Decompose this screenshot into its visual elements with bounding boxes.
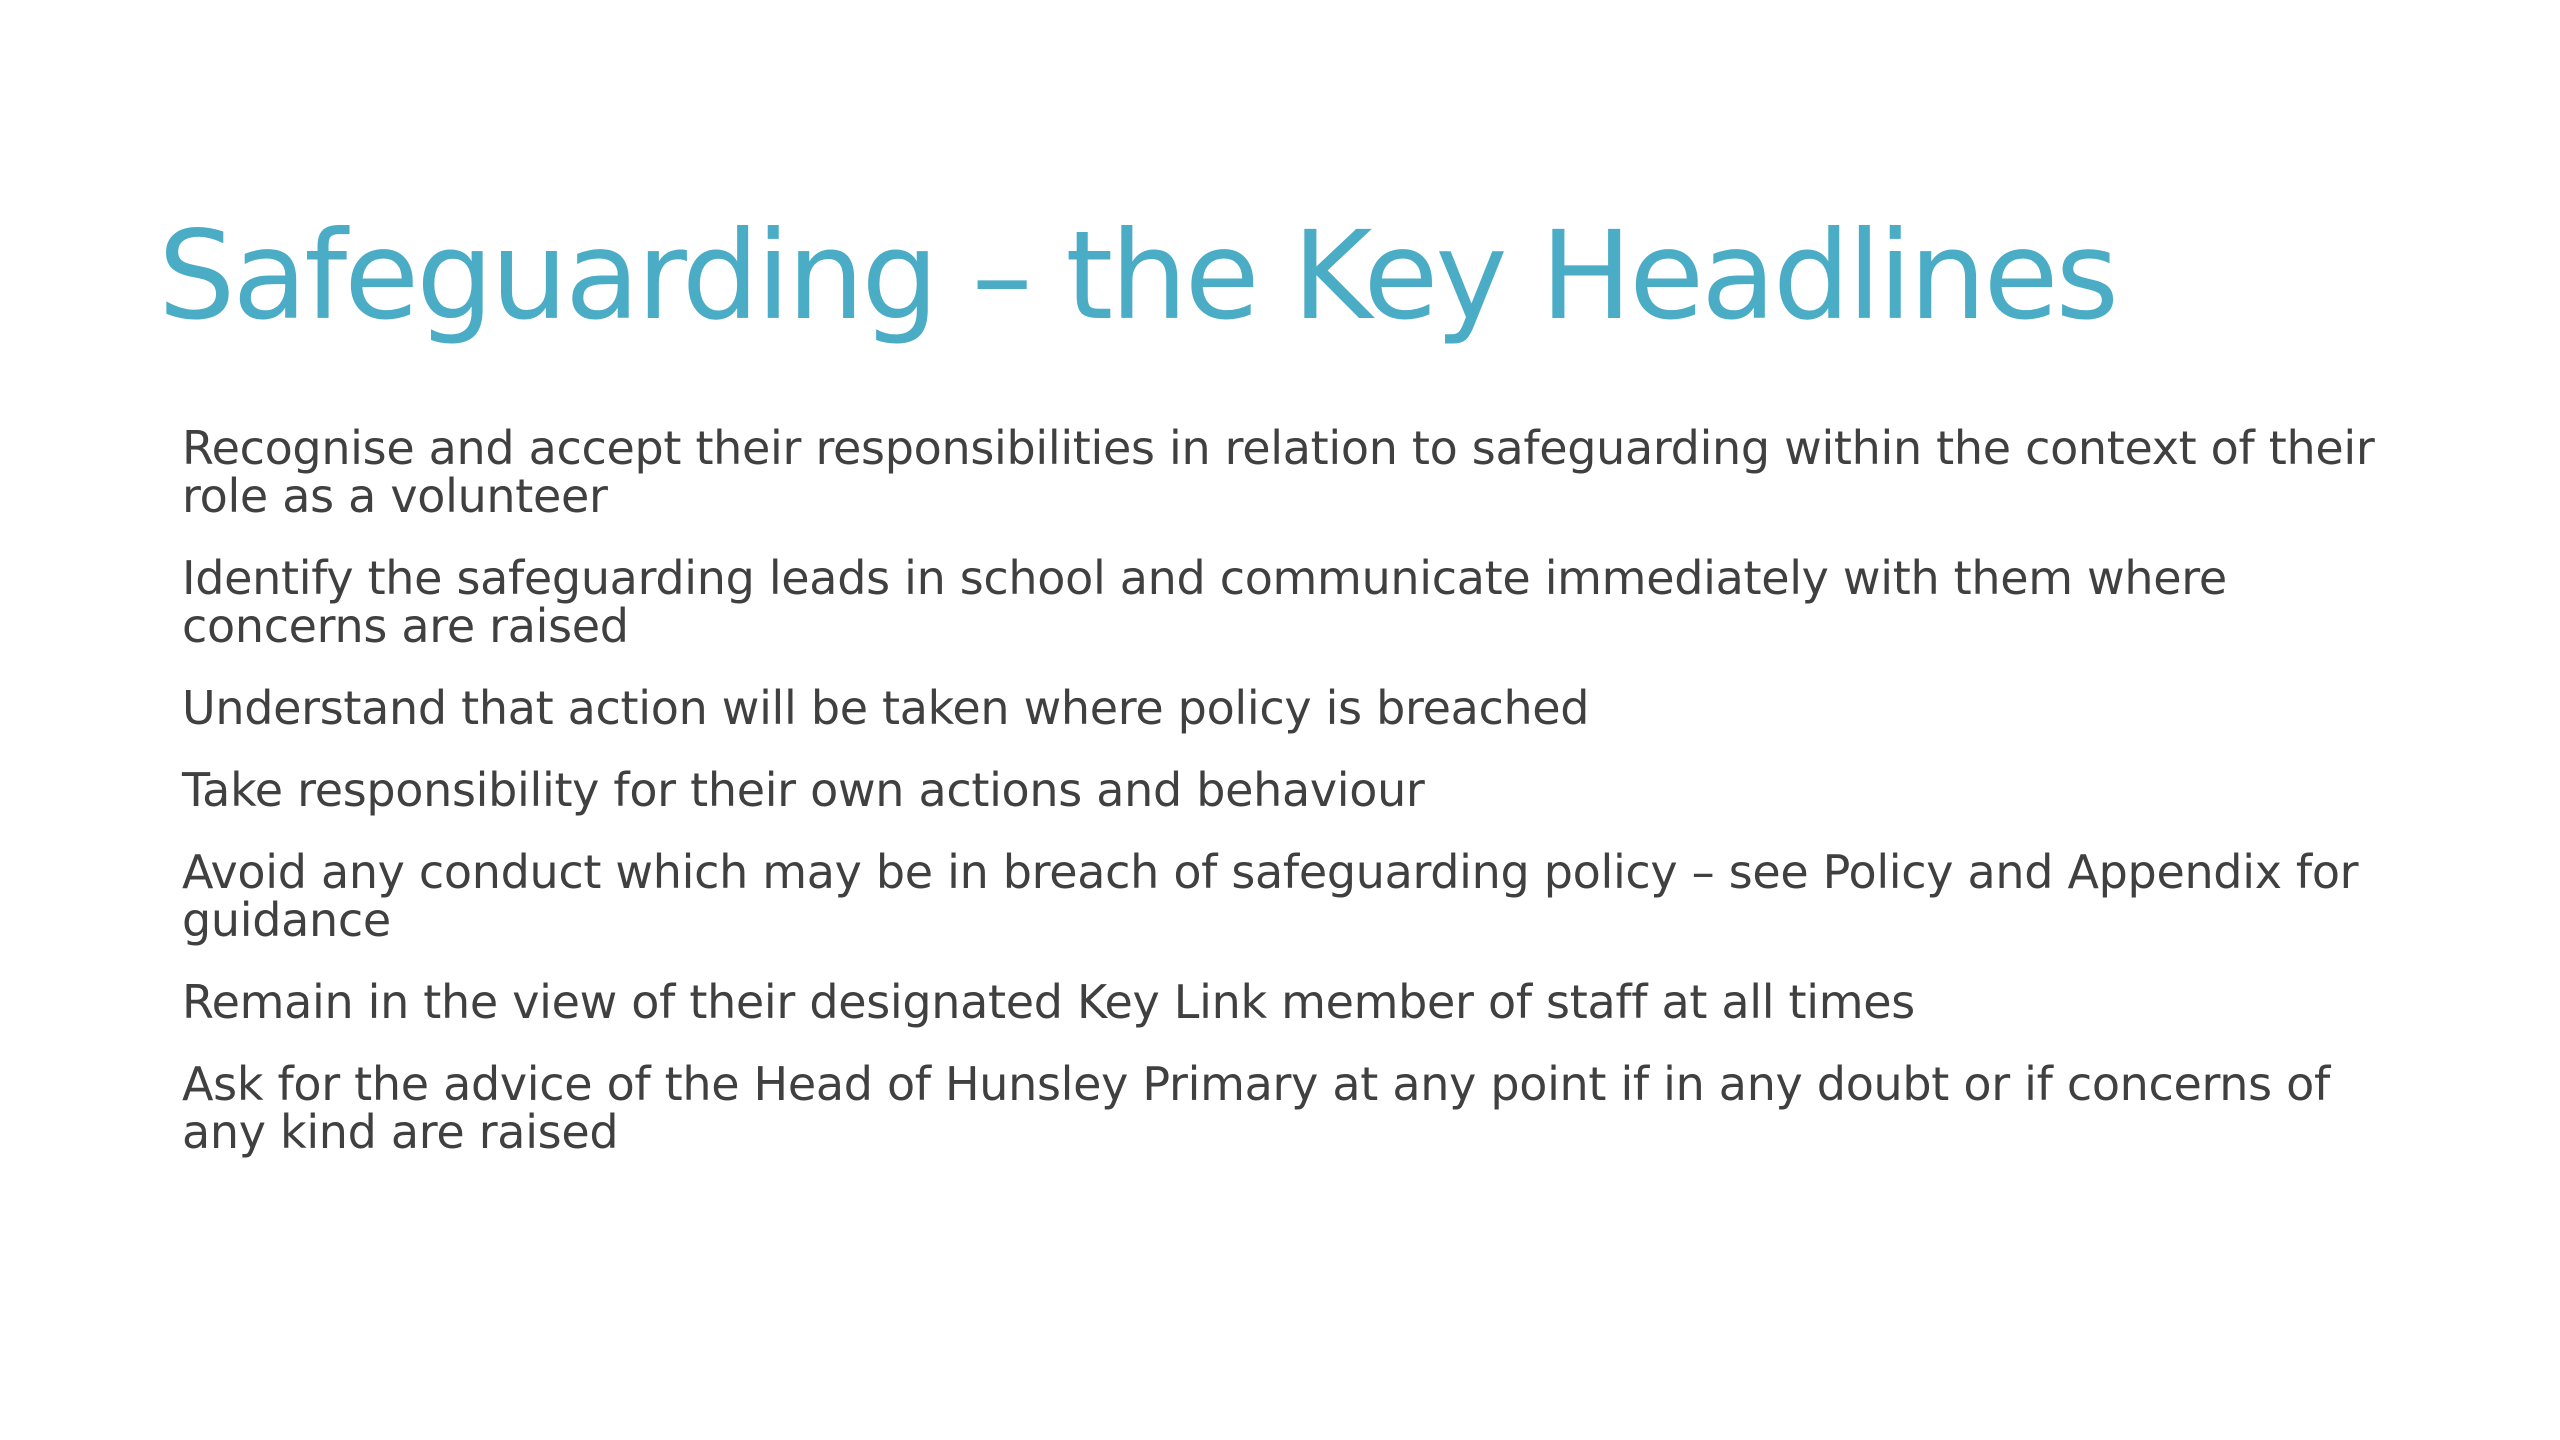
bullet-item-own-actions: Take responsibility for their own actions and behaviour bbox=[182, 763, 1425, 817]
bullet-list bbox=[182, 421, 2422, 1190]
bullet-item-remain-in-view: Remain in the view of their designated Key Link member of staff at all times bbox=[182, 975, 1915, 1029]
bullet-item-responsibilities: Recognise and accept their responsibilities in relation to safeguarding within the context of their role as a volunteer bbox=[182, 421, 2375, 523]
slide-title: Safeguarding – the Key Headlines bbox=[158, 205, 2117, 347]
bullet-item-avoid-conduct: Avoid any conduct which may be in breach of safeguarding policy – see Policy and Appendix for guidance bbox=[182, 845, 2359, 947]
bullet-item-safeguarding-leads: Identify the safeguarding leads in school and communicate immediately with them where concerns are raised bbox=[182, 551, 2227, 653]
bullet-item-policy-breach: Understand that action will be taken where policy is breached bbox=[182, 681, 1590, 735]
bullet-item-ask-for-advice: Ask for the advice of the Head of Hunsley Primary at any point if in any doubt or if concerns of any kind are raised bbox=[182, 1057, 2330, 1159]
